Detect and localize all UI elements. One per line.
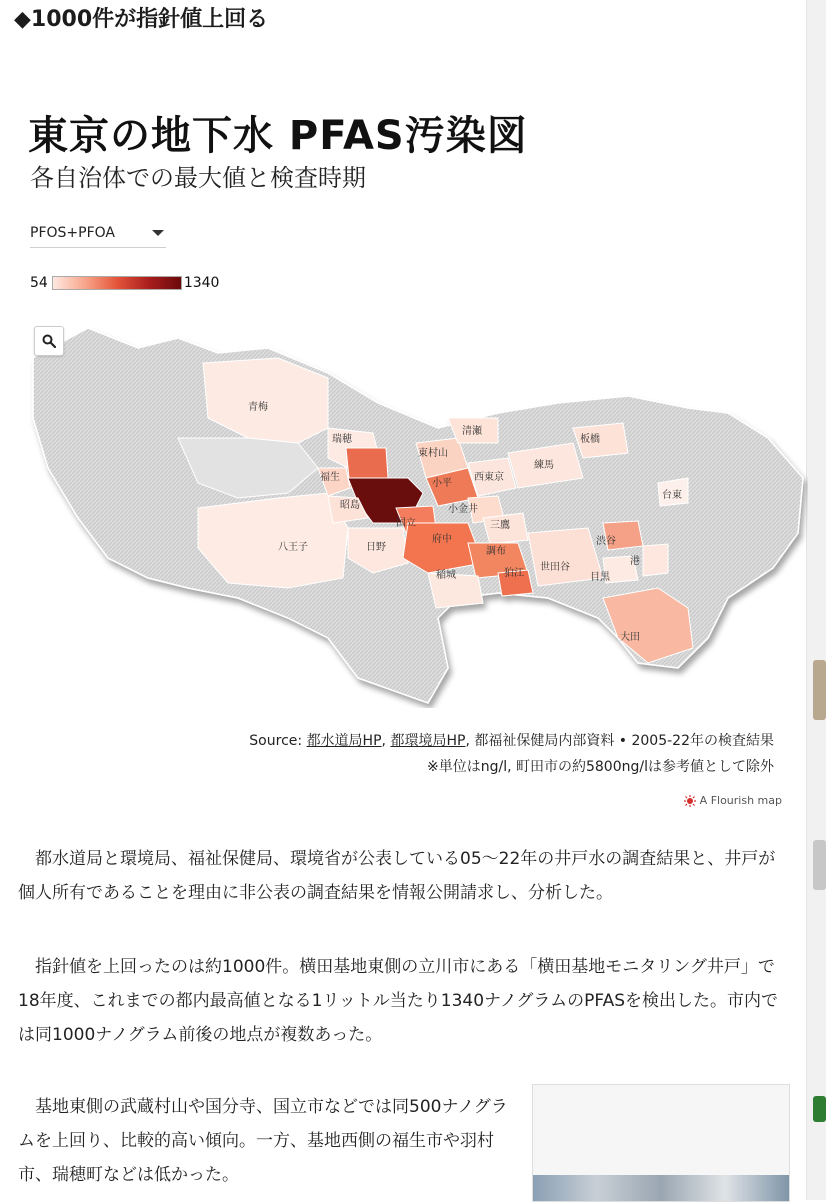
map-label-hino: 日野: [366, 542, 386, 553]
map-source: Source: 都水道局HP, 都環境局HP, 都福祉保健局内部資料 • 2005-22年の検査結果: [249, 733, 774, 749]
map-label-koganei: 小金井: [448, 504, 478, 515]
map-title: 東京の地下水 PFAS汚染図: [28, 113, 528, 159]
source-rest: , 都福祉保健局内部資料 • 2005-22年の検査結果: [465, 733, 774, 749]
source-prefix: Source:: [249, 733, 307, 749]
flourish-logo-icon: [684, 795, 696, 807]
map-label-komae: 狛江: [504, 568, 524, 579]
metric-dropdown-value: PFOS+PFOA: [30, 224, 115, 241]
map-regions: [33, 328, 803, 703]
map-label-fussa: 福生: [320, 472, 340, 483]
map-label-itabashi: 板橋: [580, 434, 600, 445]
edge-thumbnail-1[interactable]: [813, 660, 826, 720]
legend-min: 54: [30, 275, 48, 291]
map-subtitle: 各自治体での最大値と検査時期: [30, 164, 366, 192]
map-label-mitaka: 三鷹: [490, 520, 510, 531]
map-label-mizuho: 瑞穂: [332, 434, 352, 445]
photo-image: [533, 1175, 789, 1201]
source-link-water[interactable]: 都水道局HP: [306, 733, 382, 749]
edge-thumbnail-2[interactable]: [813, 840, 826, 890]
map-label-hachioji: 八王子: [278, 542, 308, 553]
color-legend: [30, 274, 219, 292]
legend-gradient: [52, 276, 182, 290]
map-note: ※単位はng/l, 町田市の約5800ng/lは参考値として除外: [427, 759, 774, 775]
article-photo[interactable]: [532, 1084, 790, 1202]
map-label-kiyose: 清瀬: [462, 426, 482, 437]
map-label-ota: 大田: [620, 632, 640, 643]
article-paragraph-3: 基地東側の武蔵村山や国分寺、国立市などでは同500ナノグラムを上回り、比較的高い傾向。一方、基地西側の福生市や羽村市、瑞穂町などは低かった。: [18, 1097, 508, 1185]
map-label-nerima: 練馬: [534, 460, 554, 471]
flourish-credit[interactable]: [684, 794, 782, 807]
metric-dropdown[interactable]: [30, 218, 166, 248]
article-paragraph-2: 指針値を上回ったのは約1000件。横田基地東側の立川市にある「横田基地モニタリング井戸」で18年度、これまでの都内最高値となる1リットル当たり1340ナノグラムのPFASを検出した。市内では同1000ナノグラム前後の地点が複数あった。: [18, 957, 779, 1045]
flourish-credit-label: A Flourish map: [699, 794, 782, 807]
map-label-taito: 台東: [662, 490, 682, 501]
article-paragraph-1: 都水道局と環境局、福祉保健局、環境省が公表している05〜22年の井戸水の調査結果と、井戸が個人所有であることを理由に非公表の調査結果を情報公開請求し、分析した。: [18, 849, 776, 903]
map-label-inagi: 稲城: [436, 570, 456, 581]
map-label-higashimurayama: 東村山: [418, 448, 448, 459]
region-minato: [643, 544, 668, 576]
map-label-setagaya: 世田谷: [540, 562, 570, 573]
source-link-environment[interactable]: 都環境局HP: [390, 733, 466, 749]
region-hachioji: [198, 493, 348, 588]
page-scroll-edge: [806, 0, 826, 1200]
tokyo-pfas-map[interactable]: [28, 318, 808, 708]
map-label-nishitokyo: 西東京: [474, 472, 504, 483]
legend-max: 1340: [183, 275, 220, 291]
map-label-minato: 港: [630, 556, 640, 567]
map-label-shibuya: 渋谷: [596, 536, 616, 547]
map-label-meguro: 目黒: [590, 572, 610, 583]
map-label-kunitachi: 国立: [396, 518, 416, 529]
map-zoom-button[interactable]: [34, 326, 64, 356]
map-label-akishima: 昭島: [340, 500, 360, 511]
edge-thumbnail-3[interactable]: [813, 1096, 826, 1122]
map-label-chofu: 調布: [486, 546, 506, 557]
section-heading: ◆1000件が指針値上回る: [14, 7, 269, 32]
map-label-fuchu: 府中: [432, 534, 452, 545]
map-label-kodaira: 小平: [432, 478, 452, 489]
search-icon: [42, 334, 56, 348]
chevron-down-icon: [152, 230, 164, 236]
map-label-ome: 青梅: [248, 402, 268, 413]
